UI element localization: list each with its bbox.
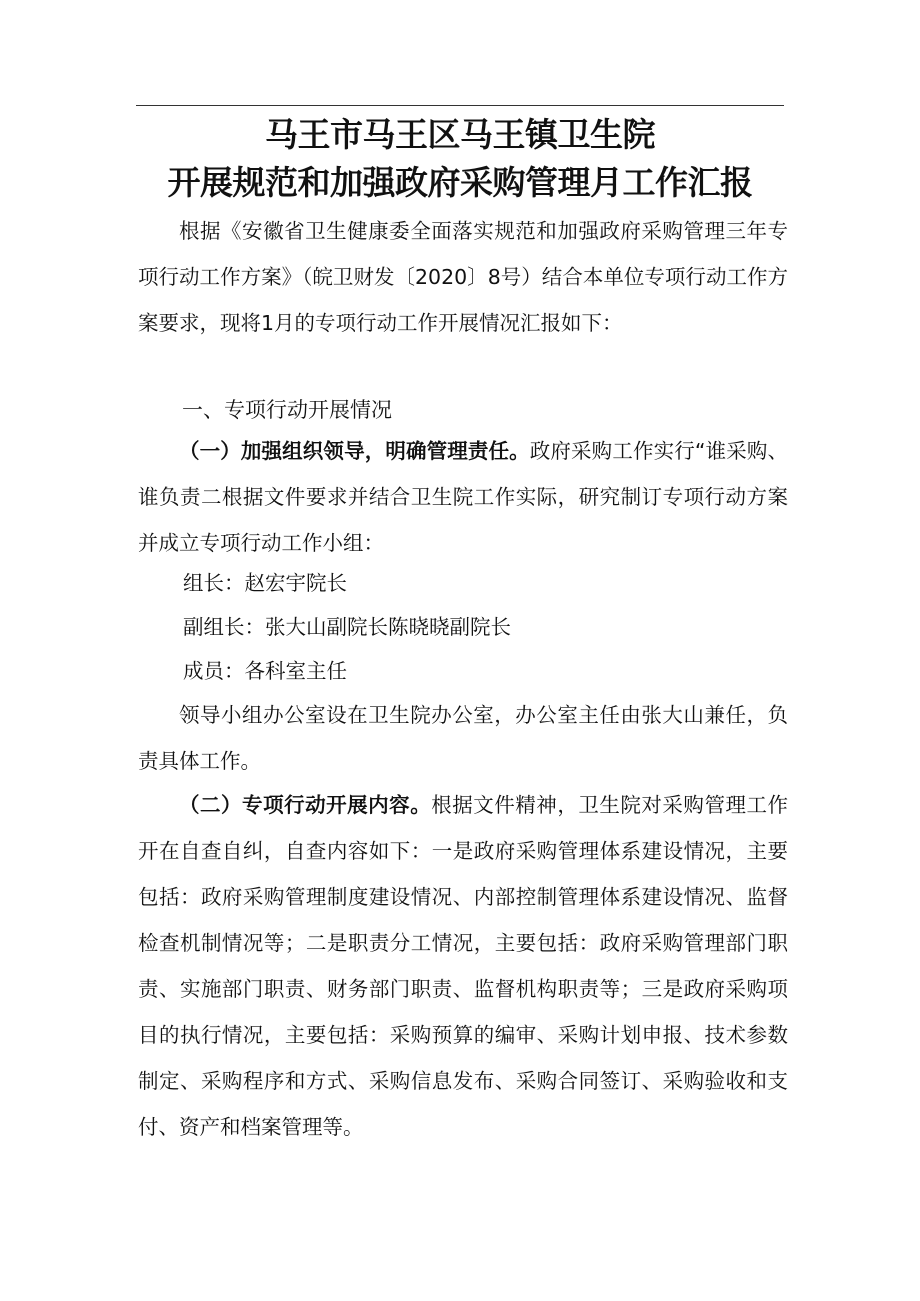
document-title-line-1: 马王市马王区马王镇卫生院	[265, 115, 655, 154]
office-paragraph: 领导小组办公室设在卫生院办公室，办公室主任由张大山兼任，负责具体工作。	[138, 703, 788, 773]
part-2-body: 根据文件精神，卫生院对采购管理工作开在自查自纠，自查内容如下：一是政府采购管理体系建设情况，主要包括：政府采购管理制度建设情况、内部控制管理体系建设情况、监督检查机制情况等；二是职责分工情况，主要包括：政府采购管理部门职责、实施部门职责、财务部门职责、监督机构职责等；三是政府采购项目的执行情况，主要包括：采购预算的编审、采购计划申报、技术参数制定、采购程序和方式、采购信息发布、采购合同签订、采购验收和支付、资产和档案管理等。	[138, 793, 789, 1139]
header-rule	[136, 105, 784, 106]
part-1-lead: （一）加强组织领导，明确管理责任。	[179, 439, 530, 463]
part-1-paragraph	[138, 428, 788, 566]
part-2-paragraph	[138, 782, 788, 1150]
group-members-line: 成员：各科室主任	[183, 659, 347, 683]
section-heading-1: 一、专项行动开展情况	[182, 398, 392, 422]
group-deputy-line: 副组长：张大山副院长陈晓晓副院长	[183, 615, 511, 639]
part-2-lead: （二）专项行动开展内容。	[179, 793, 432, 817]
document-title-line-2: 开展规范和加强政府采购管理月工作汇报	[167, 163, 753, 202]
intro-paragraph: 根据《安徽省卫生健康委全面落实规范和加强政府采购管理三年专项行动工作方案》（皖卫财发〔2020〕8号）结合本单位专项行动工作方案要求，现将1月的专项行动工作开展情况汇报如下：	[138, 219, 788, 335]
group-leader-line: 组长：赵宏宇院长	[183, 571, 347, 595]
part-1-body: 政府采购工作实行“谁采购、谁负责二根据文件要求并结合卫生院工作实际，研究制订专项行动方案并成立专项行动工作小组：	[138, 439, 789, 555]
